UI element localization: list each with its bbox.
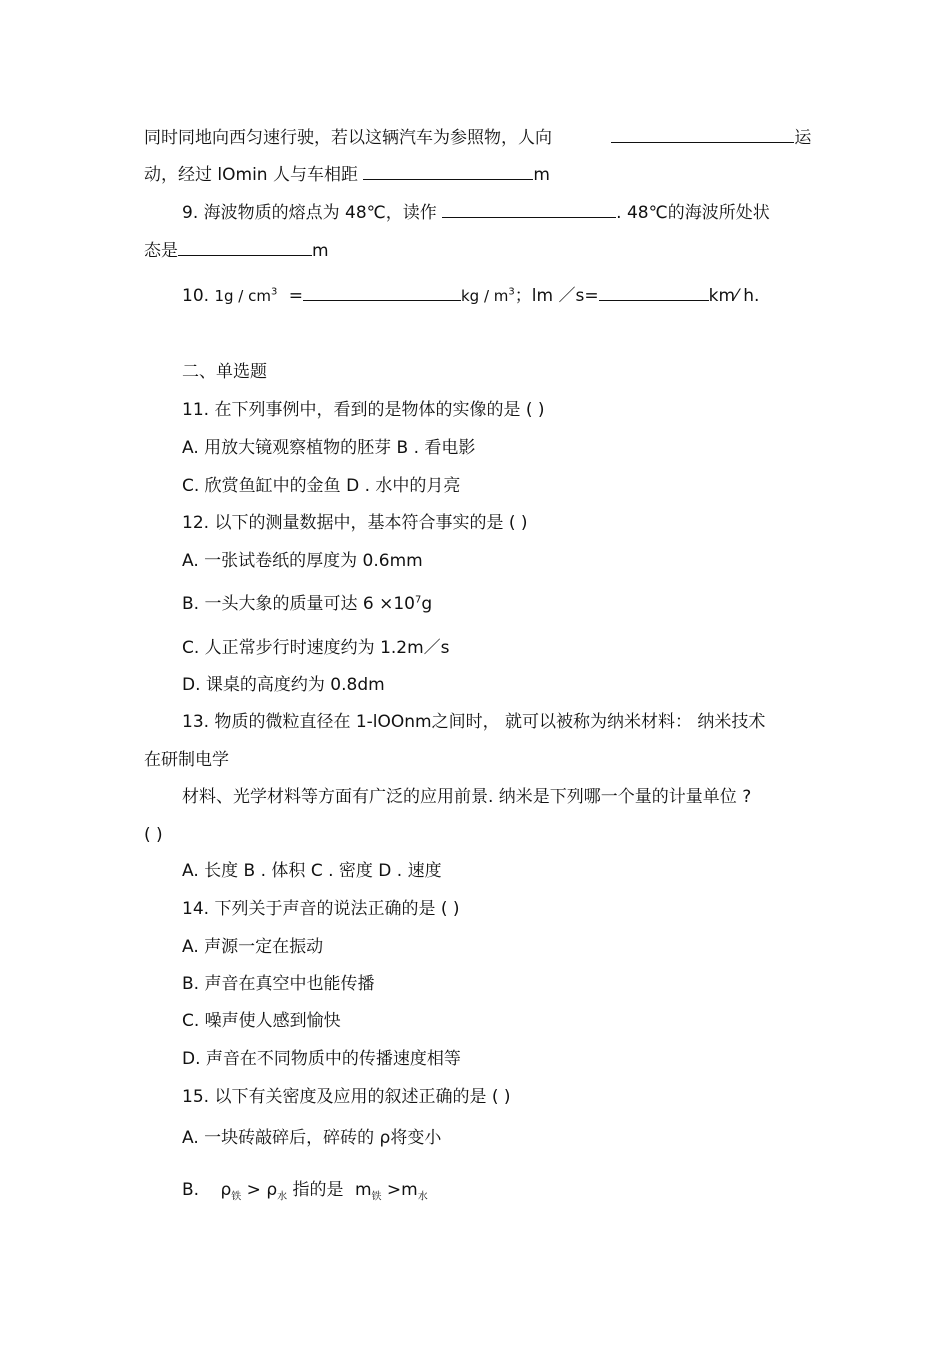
q13-options: A. 长度 B . 体积 C . 密度 D . 速度 (182, 861, 442, 881)
q14-option-a: A. 声源一定在振动 (182, 937, 324, 957)
q12-option-a: A. 一张试卷纸的厚度为 0.6mm (182, 551, 423, 571)
q8-line1: 同时同地向西匀速行驶，若以这辆汽车为参照物，人向 运 (144, 125, 811, 149)
q14-stem: 14. 下列关于声音的说法正确的是 ( ) (182, 899, 460, 919)
q11-options-ab: A. 用放大镜观察植物的胚芽 B . 看电影 (182, 438, 476, 458)
q9-blank-state[interactable] (178, 238, 312, 256)
q9-line2: 态是 m (144, 238, 329, 262)
q12-option-c: C. 人正常步行时速度约为 1.2m／s (182, 638, 450, 658)
q14-option-b: B. 声音在真空中也能传播 (182, 974, 375, 994)
q13-line3: 材料、光学材料等方面有广泛的应用前景. 纳米是下列哪一个量的计量单位 ? (182, 787, 752, 807)
q8-blank-direction[interactable] (611, 125, 794, 143)
q12-option-b: B. 一头大象的质量可达 $6 \times 10^7g$ (182, 594, 433, 614)
q11-stem: 11. 在下列事例中，看到的是物体的实像的是 ( ) (182, 400, 545, 420)
q14-option-c: C. 噪声使人感到愉快 (182, 1011, 341, 1031)
q13-line1: 13. 物质的微粒直径在 1-lOOnm之间时， 就可以被称为纳米材料： 纳米技术 (182, 712, 766, 732)
q8-line2: 动，经过 lOmin 人与车相距 m (144, 162, 550, 186)
q13-line2: 在研制电学 (144, 750, 229, 770)
q10-blank-density[interactable] (303, 283, 461, 301)
q11-options-cd: C. 欣赏鱼缸中的金鱼 D . 水中的月亮 (182, 476, 461, 496)
q10-line: 10. $1g / cm^3$ = kg / $m^3$；lm ／s= km⁄ h. (182, 283, 759, 307)
q9-line1: 9. 海波物质的熔点为 48℃，读作 . 48℃的海波所处状 (182, 200, 770, 224)
q8-blank-distance[interactable] (363, 162, 533, 180)
q10-blank-speed[interactable] (599, 283, 709, 301)
q15-stem: 15. 以下有关密度及应用的叙述正确的是 ( ) (182, 1087, 511, 1107)
q15-option-a: A. 一块砖敲碎后，碎砖的 ρ将变小 (182, 1128, 442, 1148)
section2-title: 二、单选题 (182, 362, 267, 382)
q9-blank-reading[interactable] (442, 200, 616, 218)
q14-option-d: D. 声音在不同物质中的传播速度相等 (182, 1049, 461, 1069)
q15-option-b: B. $\rho_铁 > \rho_水$ 指的是 $m_铁 >m_水$ (182, 1180, 428, 1203)
q13-line4: ( ) (144, 825, 163, 845)
q12-stem: 12. 以下的测量数据中，基本符合事实的是 ( ) (182, 513, 528, 533)
q12-option-d: D. 课桌的高度约为 0.8dm (182, 675, 385, 695)
